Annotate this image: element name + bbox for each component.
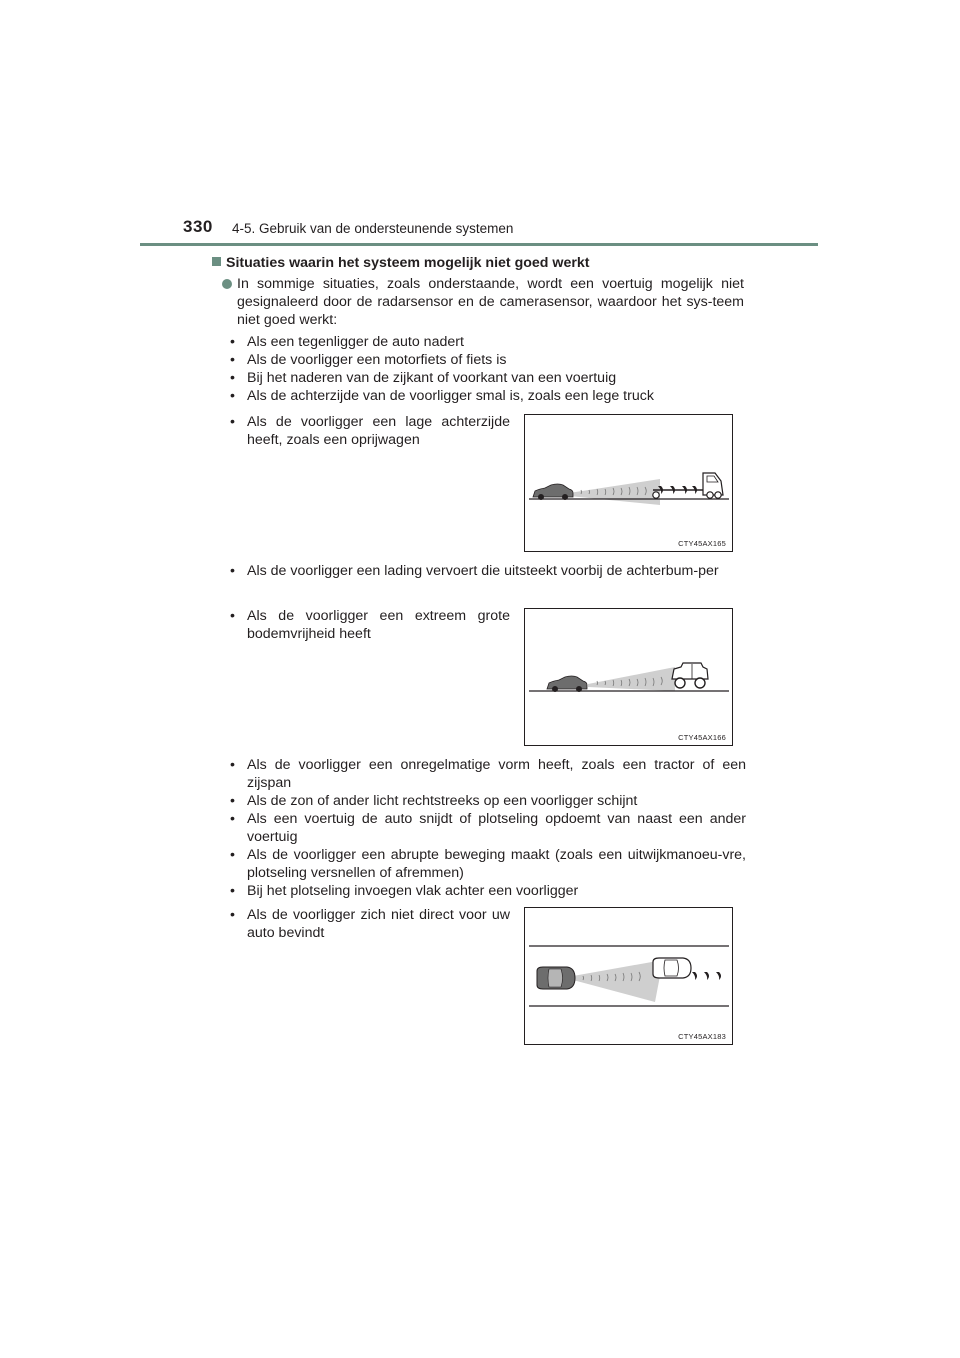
list-item-text: Als de voorligger een lading vervoert die uitsteekt voorbij de achterbum-per xyxy=(247,563,719,579)
list-item xyxy=(230,792,746,810)
section-heading xyxy=(212,254,589,272)
situation-not-direct xyxy=(230,906,510,942)
flatbed-truck-icon xyxy=(653,473,723,498)
page-number: 330 xyxy=(183,217,213,236)
bullet-icon: • xyxy=(230,388,235,404)
figure-high-clearance xyxy=(524,608,733,746)
reflection-arrows xyxy=(692,972,721,980)
list-item xyxy=(230,607,510,643)
high-clearance-illustration xyxy=(525,609,732,745)
list-item xyxy=(230,387,746,405)
list-item xyxy=(230,846,746,882)
list-item xyxy=(230,810,746,846)
running-title: 4-5. Gebruik van de ondersteunende systemen xyxy=(232,221,514,236)
list-item xyxy=(230,351,746,369)
figure-offset-vehicle xyxy=(524,907,733,1045)
list-item-text: Als een voertuig de auto snijdt of plotseling opdoemt van naast een ander voertuig xyxy=(247,811,746,845)
list-item-text: Als een tegenligger de auto nadert xyxy=(247,334,464,350)
list-item-text: Als de zon of ander licht rechtstreeks op een voorligger schijnt xyxy=(247,793,638,809)
own-car-icon xyxy=(547,676,587,692)
list-item xyxy=(230,756,746,792)
list-item xyxy=(230,369,746,387)
bullet-icon: • xyxy=(230,907,235,923)
situation-list-b xyxy=(230,756,746,900)
bullet-icon: • xyxy=(230,563,235,579)
list-item-text: Als de voorligger een lage achterzijde heeft, zoals een oprijwagen xyxy=(247,414,510,448)
square-marker-icon xyxy=(212,257,221,266)
offset-vehicle-illustration xyxy=(525,908,732,1044)
intro-text: In sommige situaties, zoals onderstaande, wordt een voertuig mogelijk niet gesignaleerd door de radarsensor en de camerasensor, waardoor het sys-teem niet goed werkt: xyxy=(237,276,744,328)
list-item-text: Als de voorligger een motorfiets of fiets is xyxy=(247,352,507,368)
bullet-icon: • xyxy=(230,811,235,827)
list-item-text: Als de achterzijde van de voorligger smal is, zoals een lege truck xyxy=(247,388,654,404)
list-item-text: Als de voorligger zich niet direct voor uw auto bevindt xyxy=(247,907,510,941)
bullet-icon: • xyxy=(230,352,235,368)
list-item-text: Als de voorligger een extreem grote bodemvrijheid heeft xyxy=(247,608,510,642)
list-item xyxy=(230,882,746,900)
list-item-text: Als de voorligger een onregelmatige vorm heeft, zoals een tractor of een zijspan xyxy=(247,757,746,791)
own-car-topview-icon xyxy=(537,967,575,989)
section-heading-text: Situaties waarin het systeem mogelijk niet goed werkt xyxy=(226,255,590,271)
bullet-icon: • xyxy=(230,370,235,386)
low-rear-truck-illustration xyxy=(525,415,732,551)
intro-paragraph xyxy=(222,275,744,329)
bullet-icon: • xyxy=(230,334,235,350)
list-item xyxy=(230,333,746,351)
bullet-icon: • xyxy=(230,414,235,430)
list-item xyxy=(230,906,510,942)
figure-low-rear-truck xyxy=(524,414,733,552)
own-car-icon xyxy=(533,484,573,500)
list-item-text: Bij het plotseling invoegen vlak achter een voorligger xyxy=(247,883,579,899)
list-item xyxy=(230,413,510,449)
situation-clearance xyxy=(230,607,510,643)
list-item-text: Bij het naderen van de zijkant of voorkant van een voertuig xyxy=(247,370,617,386)
high-clearance-suv-icon xyxy=(672,663,708,688)
radar-beam xyxy=(573,960,663,1002)
situation-list-a xyxy=(230,333,746,405)
round-bullet-icon xyxy=(222,279,232,289)
bullet-icon: • xyxy=(230,608,235,624)
list-item-text: Als de voorligger een abrupte beweging maakt (zoals een uitwijkmanoeu-vre, plotseling versnellen of afremmen) xyxy=(247,847,746,881)
bullet-icon: • xyxy=(230,793,235,809)
bullet-icon: • xyxy=(230,883,235,899)
figure-caption: CTY45AX183 xyxy=(678,1032,726,1041)
figure-caption: CTY45AX165 xyxy=(678,539,726,548)
bullet-icon: • xyxy=(230,847,235,863)
figure-caption: CTY45AX166 xyxy=(678,733,726,742)
other-car-topview-icon xyxy=(653,958,691,978)
list-item xyxy=(230,562,746,580)
situation-low-rear xyxy=(230,413,510,449)
situation-cargo xyxy=(230,562,746,580)
header-divider xyxy=(140,243,818,246)
bullet-icon: • xyxy=(230,757,235,773)
